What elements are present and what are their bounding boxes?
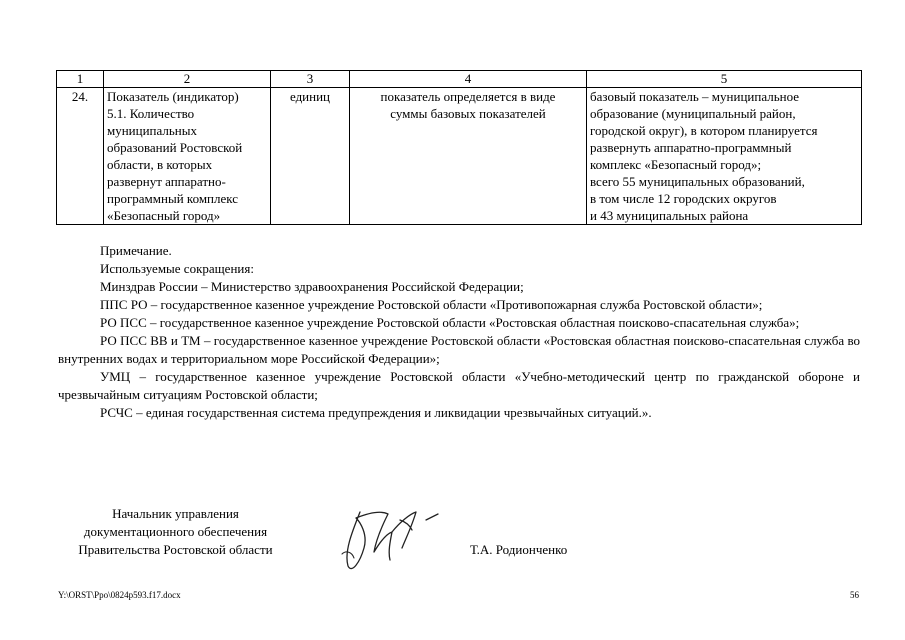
table-header-cell: 2 bbox=[104, 71, 271, 88]
table-row bbox=[57, 88, 862, 225]
signatory-name: Т.А. Родионченко bbox=[470, 542, 568, 557]
table-header-cell: 5 bbox=[587, 71, 862, 88]
cell-line: Показатель (индикатор) bbox=[107, 89, 239, 104]
signatory-position bbox=[58, 505, 293, 559]
cell-line: и 43 муниципальных района bbox=[590, 208, 749, 223]
handwritten-signature bbox=[330, 492, 450, 582]
cell-line: образование (муниципальный район, bbox=[590, 106, 796, 121]
cell-line: показатель определяется в виде bbox=[380, 89, 556, 104]
cell-line: базовый показатель – муниципальное bbox=[590, 89, 800, 104]
cell-line: всего 55 муниципальных образований, bbox=[590, 174, 805, 189]
description-cell bbox=[587, 88, 862, 225]
note-heading: Примечание. bbox=[100, 243, 172, 258]
cell-line: муниципальных bbox=[107, 123, 198, 138]
cell-line: образований Ростовской bbox=[107, 140, 243, 155]
notes-section bbox=[58, 242, 860, 422]
cell-line: комплекс «Безопасный город»; bbox=[590, 157, 762, 172]
position-line: Начальник управления bbox=[112, 506, 239, 521]
indicator-name-cell bbox=[104, 88, 271, 225]
indicator-table bbox=[56, 70, 862, 225]
table-header-row bbox=[57, 71, 862, 88]
position-line: Правительства Ростовской области bbox=[78, 542, 273, 557]
cell-line: суммы базовых показателей bbox=[390, 106, 546, 121]
note-paragraph: ППС РО – государственное казенное учреждение Ростовской области «Противопожарная служба Ростовской области»; bbox=[100, 297, 763, 312]
cell-line: развернуть аппаратно-программный bbox=[590, 140, 792, 155]
cell-line: «Безопасный город» bbox=[107, 208, 221, 223]
page-number: 56 bbox=[850, 590, 859, 600]
table-header-cell: 3 bbox=[271, 71, 350, 88]
note-paragraph: РСЧС – единая государственная система предупреждения и ликвидации чрезвычайных ситуаций.». bbox=[100, 405, 652, 420]
note-paragraph: Используемые сокращения: bbox=[100, 261, 254, 276]
cell-line: области, в которых bbox=[107, 157, 213, 172]
note-paragraph: УМЦ – государственное казенное учреждение Ростовской области «Учебно-методический центр по гражданской обороне и чрезвычайным ситуациям Ростовской области; bbox=[58, 369, 860, 402]
cell-line: программный комплекс bbox=[107, 191, 239, 206]
method-cell bbox=[350, 88, 587, 225]
file-path: Y:\ORST\Ppo\0824p593.f17.docx bbox=[58, 590, 181, 600]
table-header-cell: 4 bbox=[350, 71, 587, 88]
cell-line: развернут аппаратно- bbox=[107, 174, 226, 189]
note-paragraph: РО ПСС ВВ и ТМ – государственное казенное учреждение Ростовской области «Ростовская областная поисково-спасательная служба во внутренних водах и территориальном море Российской Федерации»; bbox=[58, 333, 860, 366]
cell-line: в том числе 12 городских округов bbox=[590, 191, 777, 206]
note-paragraph: РО ПСС – государственное казенное учреждение Ростовской области «Ростовская областная поисково-спасательная служба»; bbox=[100, 315, 800, 330]
unit-cell: единиц bbox=[271, 88, 350, 225]
position-line: документационного обеспечения bbox=[83, 524, 268, 539]
cell-line: 5.1. Количество bbox=[107, 106, 195, 121]
note-paragraph: Минздрав России – Министерство здравоохранения Российской Федерации; bbox=[100, 279, 524, 294]
row-number: 24. bbox=[57, 88, 104, 225]
table-header-cell: 1 bbox=[57, 71, 104, 88]
cell-line: городской округ), в котором планируется bbox=[590, 123, 818, 138]
